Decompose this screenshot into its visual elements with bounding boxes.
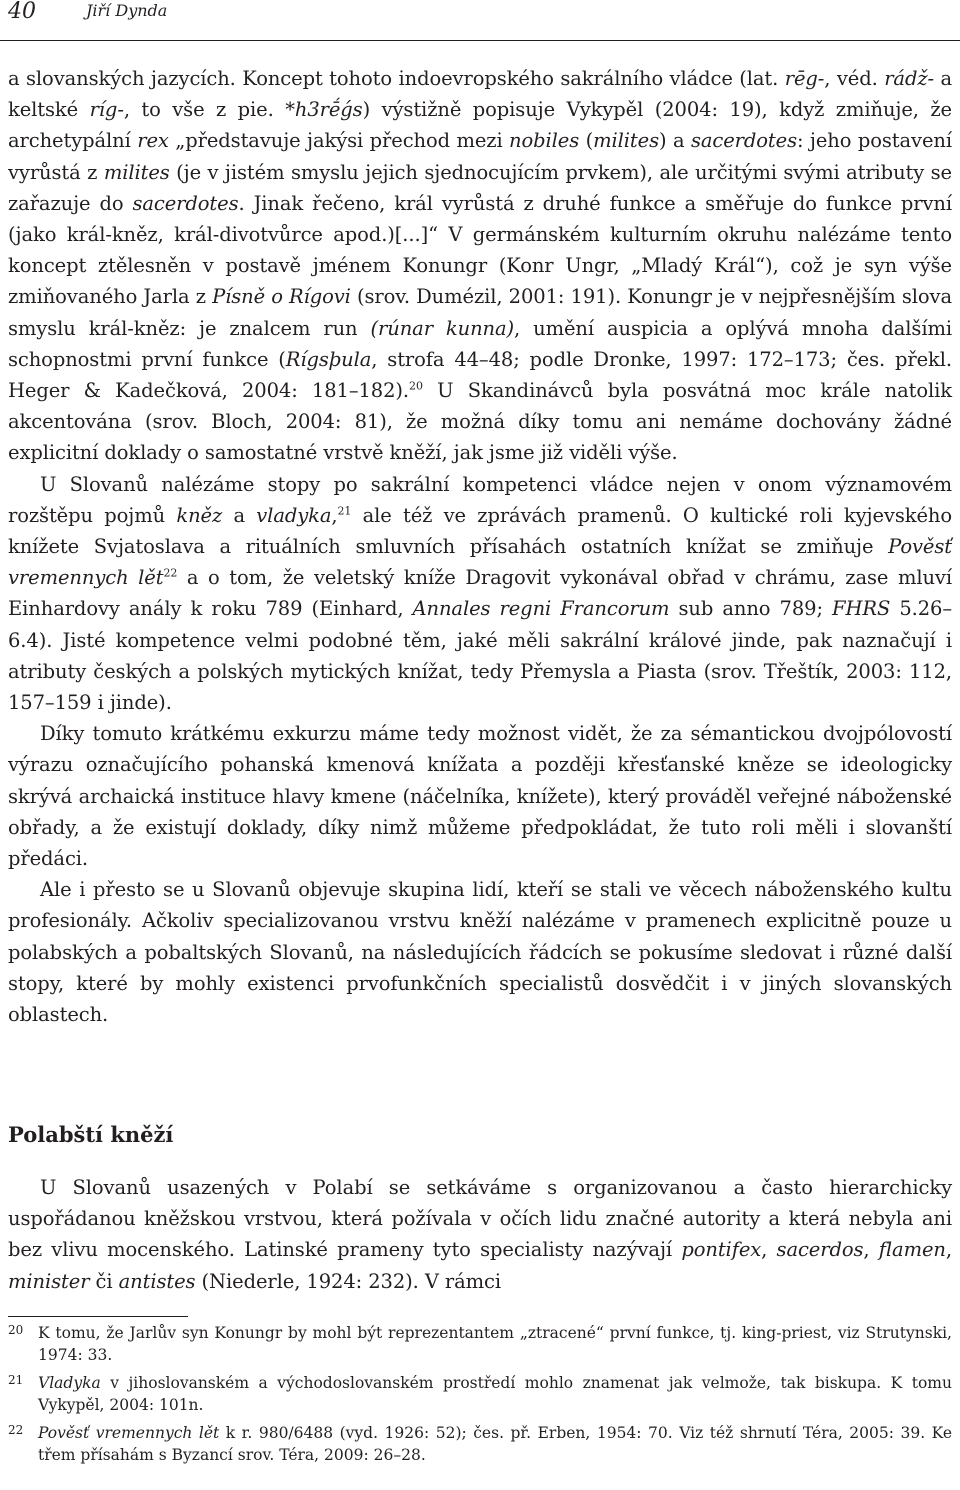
text-run: a — [222, 503, 257, 527]
italic-text: sacerdos — [776, 1238, 864, 1262]
footnote — [8, 1422, 952, 1466]
text-run: sub anno 789; — [669, 597, 833, 621]
text-run: U Skandinávců byla posvátná moc krále natolik akcentována (srov. Bloch, 2004: 81), že možná díky tomu ani nemáme dochovány žádné explicitní doklady o samostatné vrstvě kněží, jak jsme již viděli výše. — [8, 379, 953, 465]
text-run: , to vše z pie. — [123, 98, 286, 122]
text-run: (Niederle, 1924: 232). V rámci — [195, 1269, 502, 1293]
italic-text: vladyka — [256, 503, 332, 527]
text-run: 5.26–6.4). Jisté kompetence velmi podobné těm, jaké měli sakrální králové jinde, pak naznačují i atributy českých a polských mytických knížat, tedy Přemysla a Piasta (srov. Třeštík, 2003: 112, 157–159 i jinde). — [8, 597, 952, 715]
italic-text: milites — [103, 160, 170, 184]
italic-text: sacerdotes — [690, 129, 797, 153]
text-run: U Slovanů nalézáme stopy po sakrální kompetenci vládce nejen v onom významovém rozštěpu pojmů — [8, 472, 952, 527]
italic-text: nobiles — [509, 129, 580, 153]
italic-text: Rígsþula — [285, 347, 372, 371]
text-run: ) výstižně popisuje Vykypěl (2004: 19), když zmiňuje, že archetypální — [8, 98, 952, 153]
text-run: (srov. Dumézil, 2001: 191). Konungr je v nejpřesnějším slova smyslu král-kněz: je znalcem run — [8, 285, 952, 340]
page-number: 40 — [8, 0, 36, 24]
text-run: , — [331, 503, 338, 527]
text-run: a keltské — [8, 67, 953, 122]
italic-text: Vladyka — [38, 1374, 101, 1392]
italic-text: flamen — [878, 1238, 946, 1262]
italic-text: rex — [137, 129, 169, 153]
footnote-ref: 21 — [337, 504, 352, 518]
text-run: . Jinak řečeno, král vyrůstá z druhé funkce a směřuje do funkce první (jako král-kněz, král-divotvůrce apod.)[...]“ V germánském kulturním okruhu nalézáme tento koncept ztělesněn v postavě jménem Konungr (Konr Ungr, „Mladý Král“), což je syn výše zmiňovaného Jarla z — [8, 191, 953, 309]
text-run: K tomu, že Jarlův syn Konungr by mohl být reprezentantem „ztracené“ první funkce, tj. king-priest, viz Strutynski, 1974: 33. — [38, 1324, 952, 1364]
footnotes — [8, 1322, 952, 1472]
text-run: v jihoslovanském a východoslovanském prostředí mohlo znamenat jak velmože, tak biskupa. K tomu Vykypěl, 2004: 101n. — [38, 1374, 952, 1414]
italic-text: antistes — [118, 1269, 196, 1293]
text-run: ale též ve zprávách pramenů. O kultické roli kyjevského knížete Svjatoslava a rituálních smluvních přísahách ostatních knížat se zmiňuje — [8, 503, 952, 559]
text-run: : jeho postavení vyrůstá z — [8, 129, 953, 184]
section-text — [8, 1172, 952, 1297]
italic-text: kněz — [176, 503, 223, 527]
italic-text: minister — [8, 1269, 90, 1293]
italic-text: ríg- — [89, 98, 124, 122]
italic-text: sacerdotes — [132, 191, 239, 215]
italic-text: pontifex — [681, 1238, 762, 1262]
paragraph — [8, 1172, 952, 1297]
footnote-ref: 22 — [163, 566, 178, 580]
footnote — [8, 1372, 952, 1416]
text-run: „představuje jakýsi přechod mezi — [168, 129, 510, 153]
footnote-ref: 20 — [409, 379, 423, 393]
text-run: a slovanských jazycích. Koncept tohoto indoevropského sakrálního vládce (lat. — [8, 67, 785, 90]
footnote-number: 20 — [8, 1323, 24, 1337]
italic-text: rádž- — [884, 67, 934, 90]
section-heading: Polabští kněží — [8, 1122, 174, 1147]
italic-text: *h3rḗǵs — [285, 98, 363, 122]
text-run: Díky tomuto krátkému exkurzu máme tedy možnost vidět, že za sémantickou dvojpólovostí výrazu označujícího pohanská kmenová knížata a později křesťanské kněze se ideologicky skrývá archaická instituce hlavy kmene (náčelníka, knížete), který prováděl veřejné náboženské obřady, a že existují doklady, díky nimž můžeme předpokládat, že tuto roli měli i slovanští předáci. — [8, 722, 952, 871]
footnote — [8, 1322, 952, 1366]
text-run: či — [89, 1269, 119, 1293]
text-run: , — [863, 1238, 879, 1262]
page-header — [0, 0, 960, 41]
italic-text: (rúnar kunna) — [370, 316, 515, 340]
text-run: Ale i přesto se u Slovanů objevuje skupina lidí, kteří se stali ve věcech náboženského kultu profesionály. Ačkoliv specializovanou vrstvu kněží nalézáme v pramenech explicitně pouze u polabských a pobaltských Slovanů, na následujících řádcích se pokusíme sledovat i různé další stopy, které by mohly existenci prvofunkčních specialistů dosvědčit i v jiných slovanských oblastech. — [8, 878, 952, 1027]
footnote-number: 21 — [8, 1373, 24, 1387]
text-run: ) a — [659, 129, 691, 153]
italic-text: milites — [593, 129, 660, 153]
text-run: a o tom, že veletský kníže Dragovit vykonával obřad v chrámu, zase mluví Einhardovy anály k roku 789 (Einhard, — [8, 566, 952, 621]
italic-text: Pověsť vremennych lět — [8, 535, 952, 590]
paragraph — [8, 63, 952, 469]
text-run: , strofa 44–48; podle Dronke, 1997: 172–173; čes. překl. Heger & Kadečková, 2004: 181–182). — [8, 347, 952, 403]
text-run: , véd. — [824, 67, 885, 90]
text-run: , — [945, 1238, 952, 1262]
text-run: (je v jistém smyslu jejich sjednocujícím prvkem), ale určitými svými atributy se zařazuje do — [8, 160, 952, 215]
footnote-separator — [8, 1316, 188, 1317]
main-text — [8, 63, 952, 1030]
italic-text: Annales regni Francorum — [412, 597, 670, 621]
italic-text: rēg- — [784, 67, 825, 90]
text-run: k r. 980/6488 (vyd. 1926: 52); čes. př. Erben, 1954: 70. Viz též shrnutí Téra, 2005: 39. Ke třem přísahám s Byzancí srov. Téra, 2009: 26–28. — [38, 1424, 952, 1464]
footnote-number: 22 — [8, 1423, 24, 1437]
italic-text: Písně o Rígovi — [212, 285, 351, 309]
italic-text: Pověsť vremennych lět — [38, 1424, 220, 1442]
paragraph — [8, 874, 952, 1030]
running-head-author: Jiří Dynda — [86, 1, 168, 20]
text-run: , — [761, 1238, 777, 1262]
text-run: ( — [579, 129, 594, 153]
text-run: U Slovanů usazených v Polabí se setkáváme s organizovanou a často hierarchicky uspořádanou kněžskou vrstvou, která požívala v očích lidu značné autority a která nebyla ani bez vlivu mocenského. Latinské prameny tyto specialisty nazývají — [8, 1176, 952, 1262]
paragraph — [8, 469, 952, 719]
paragraph — [8, 718, 952, 874]
italic-text: FHRS — [832, 597, 891, 621]
text-run: , umění auspicia a oplývá mnoha dalšími schopnostmi první funkce ( — [8, 316, 953, 371]
